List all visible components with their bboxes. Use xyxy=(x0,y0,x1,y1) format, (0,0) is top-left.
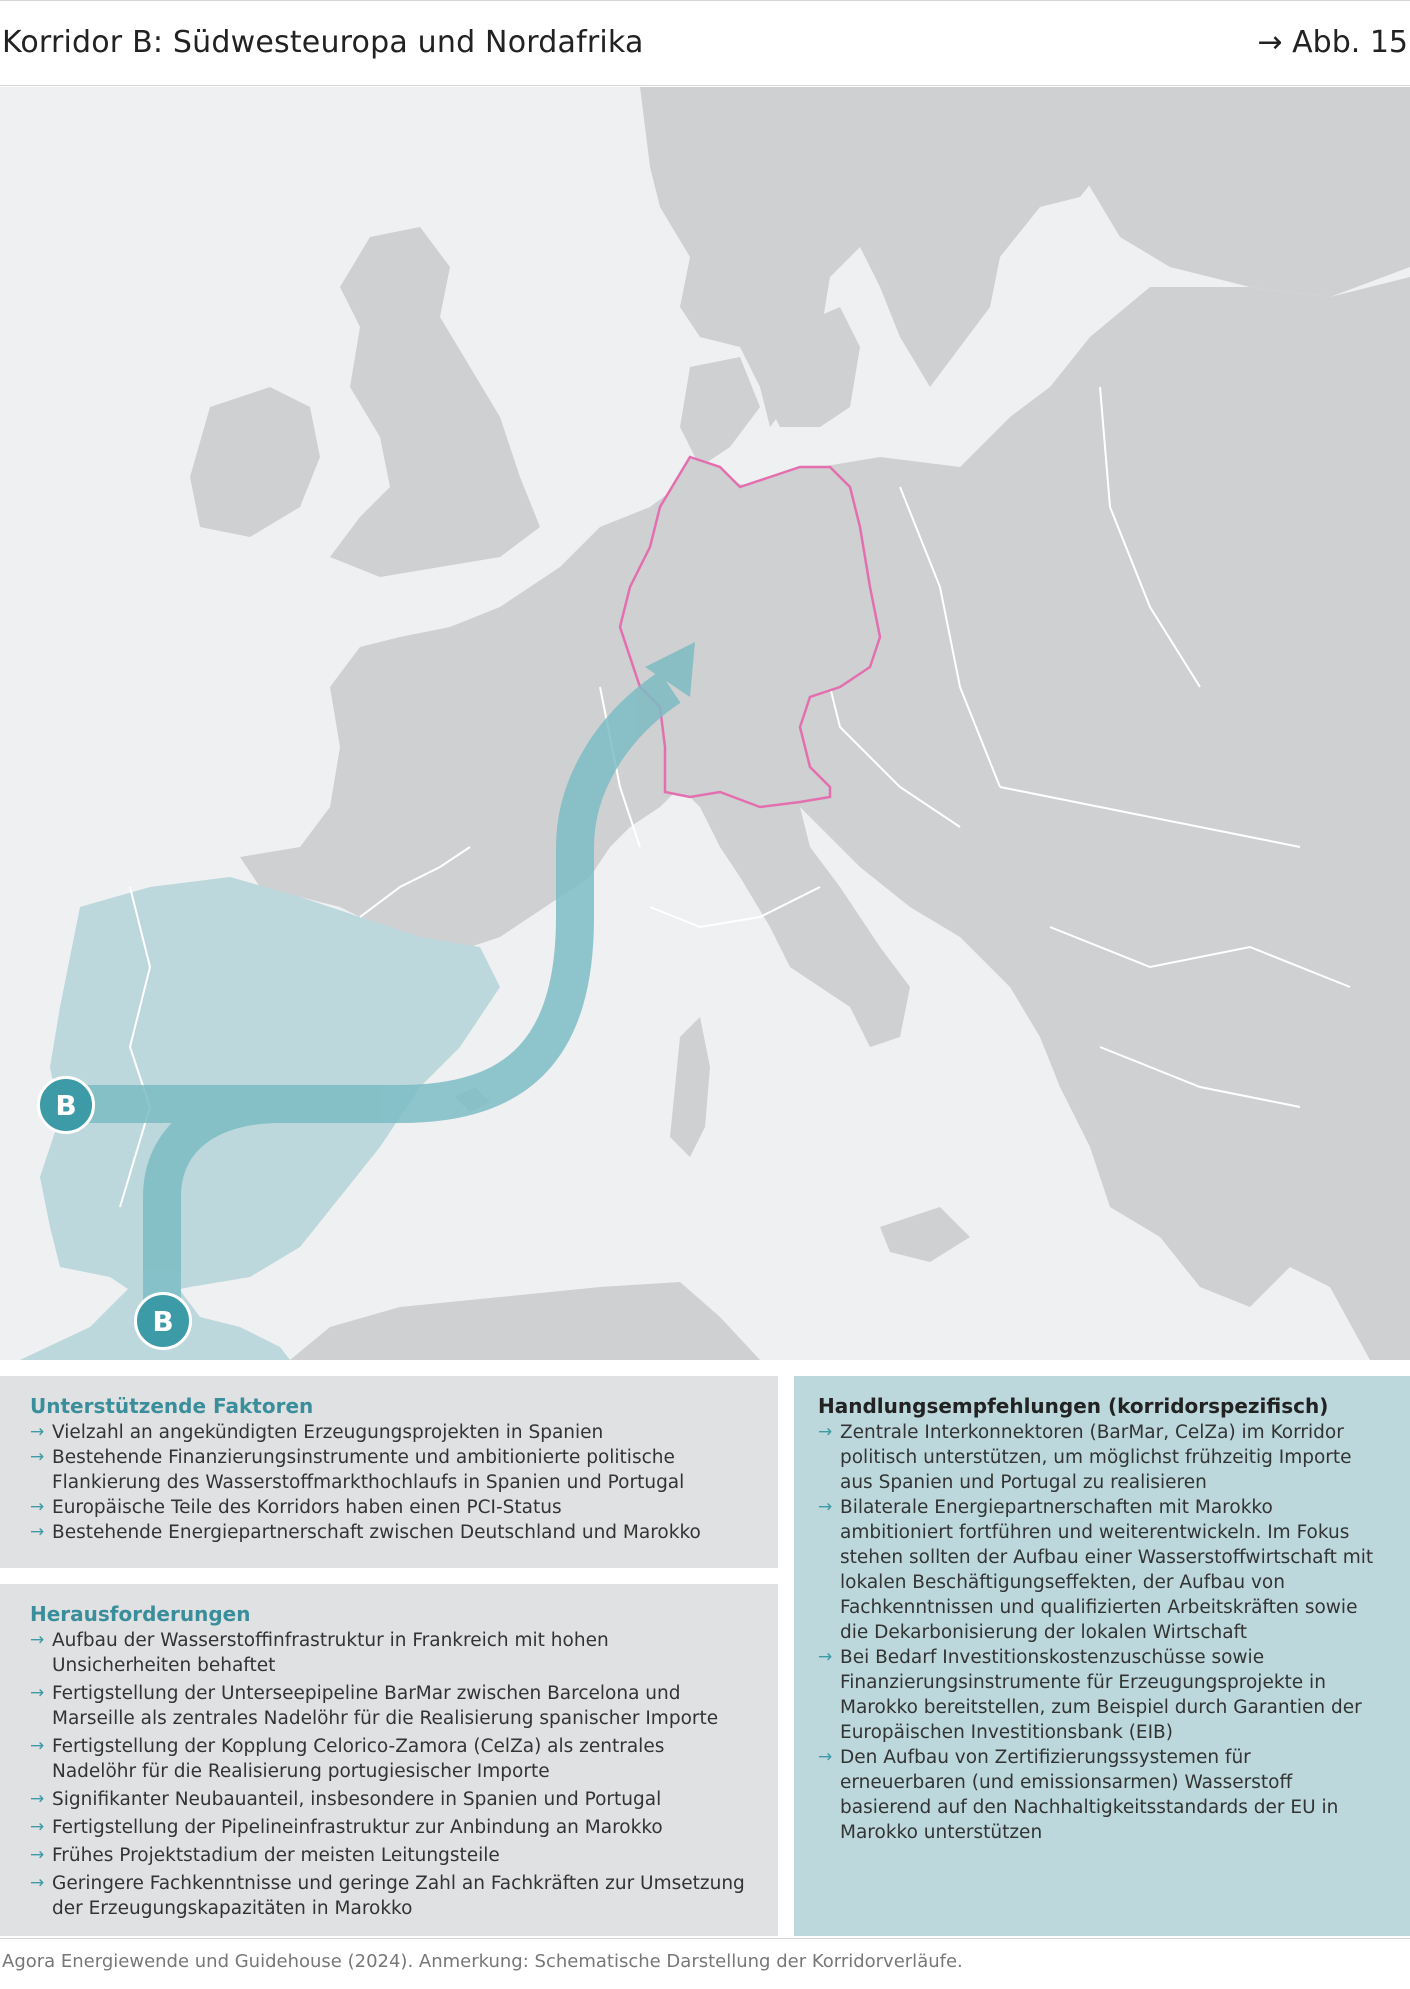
land-ireland xyxy=(190,387,320,537)
list-item: → Aufbau der Wasserstoffinfrastruktur in Frankreich mit hohen Unsicherheiten behaftet xyxy=(30,1628,748,1678)
land-denmark xyxy=(680,357,760,467)
land-great-britain xyxy=(330,227,540,577)
list-item: → Frühes Projektstadium der meisten Leitungsteile xyxy=(30,1843,748,1868)
list-item: → Bei Bedarf Investitionskostenzuschüsse sowie Finanzierungsinstrumente für Erzeugungsprojekte in Marokko bereitstellen, zum Beispiel durch Garantien der Europäischen Investitionsbank (EIB) xyxy=(818,1645,1382,1745)
recommendations-heading: Handlungsempfehlungen (korridorspezifisch) xyxy=(818,1394,1329,1418)
list-item: → Fertigstellung der Unterseepipeline BarMar zwischen Barcelona und Marseille als zentrales Nadelöhr für die Realisierung spanischer Importe xyxy=(30,1681,748,1731)
list-item: → Fertigstellung der Pipelineinfrastruktur zur Anbindung an Marokko xyxy=(30,1815,748,1840)
recommendations-panel xyxy=(794,1376,1410,1936)
challenges-panel xyxy=(0,1584,778,1936)
list-item: → Vielzahl an angekündigten Erzeugungsprojekten in Spanien xyxy=(30,1420,748,1445)
list-item: → Den Aufbau von Zertifizierungssystemen für erneuerbaren (und emissionsarmen) Wasserstoff basierend auf den Nachhaltigkeitsstandards der EU in Marokko unterstützen xyxy=(818,1745,1382,1845)
figure-reference: → Abb. 15 xyxy=(1257,25,1408,60)
corridor-marker-iberia: B xyxy=(37,1076,95,1134)
list-item: → Signifikanter Neubauanteil, insbesondere in Spanien und Portugal xyxy=(30,1787,748,1812)
land-finland xyxy=(1050,87,1410,297)
map-canvas xyxy=(0,87,1410,1360)
source-note: Agora Energiewende und Guidehouse (2024). Anmerkung: Schematische Darstellung der Korridorverläufe. xyxy=(2,1951,963,1972)
land-corsica-sardinia xyxy=(670,1017,710,1157)
list-item: → Bilaterale Energiepartnerschaften mit Marokko ambitioniert fortführen und weiterentwickeln. Im Fokus stehen sollten der Aufbau einer Wasserstoffwirtschaft mit lokalen Beschäftigungseffekten, der Aufbau von Fachkenntnissen und qualifizierten Arbeitskräften sowie die Dekarbonisierung der lokalen Wirtschaft xyxy=(818,1495,1382,1645)
recommendations-list xyxy=(818,1420,1382,1845)
supporting-factors-list xyxy=(30,1420,748,1545)
figure-title: Korridor B: Südwesteuropa und Nordafrika xyxy=(2,25,644,60)
list-item: → Bestehende Finanzierungsinstrumente und ambitionierte politische Flankierung des Wasserstoffmarkthochlaufs in Spanien und Portugal xyxy=(30,1445,748,1495)
figure-footer xyxy=(0,1938,1410,1989)
list-item: → Bestehende Energiepartnerschaft zwischen Deutschland und Marokko xyxy=(30,1520,748,1545)
corridor-map xyxy=(0,87,1410,1360)
supporting-factors-panel xyxy=(0,1376,778,1568)
figure-header xyxy=(0,0,1410,86)
land-north-africa xyxy=(290,1282,760,1360)
land-sicily xyxy=(880,1207,970,1262)
list-item: → Fertigstellung der Kopplung Celorico-Zamora (CelZa) als zentrales Nadelöhr für die Realisierung portugiesischer Importe xyxy=(30,1734,748,1784)
list-item: → Europäische Teile des Korridors haben einen PCI-Status xyxy=(30,1495,748,1520)
challenges-list xyxy=(30,1628,748,1921)
list-item: → Geringere Fachkenntnisse und geringe Zahl an Fachkräften zur Umsetzung der Erzeugungskapazitäten in Marokko xyxy=(30,1871,748,1921)
challenges-heading: Herausforderungen xyxy=(30,1602,251,1626)
list-item: → Zentrale Interkonnektoren (BarMar, CelZa) im Korridor politisch unterstützen, um möglichst frühzeitig Importe aus Spanien und Portugal zu realisieren xyxy=(818,1420,1382,1495)
corridor-marker-morocco: B xyxy=(134,1292,192,1350)
supporting-factors-heading: Unterstützende Faktoren xyxy=(30,1394,314,1418)
